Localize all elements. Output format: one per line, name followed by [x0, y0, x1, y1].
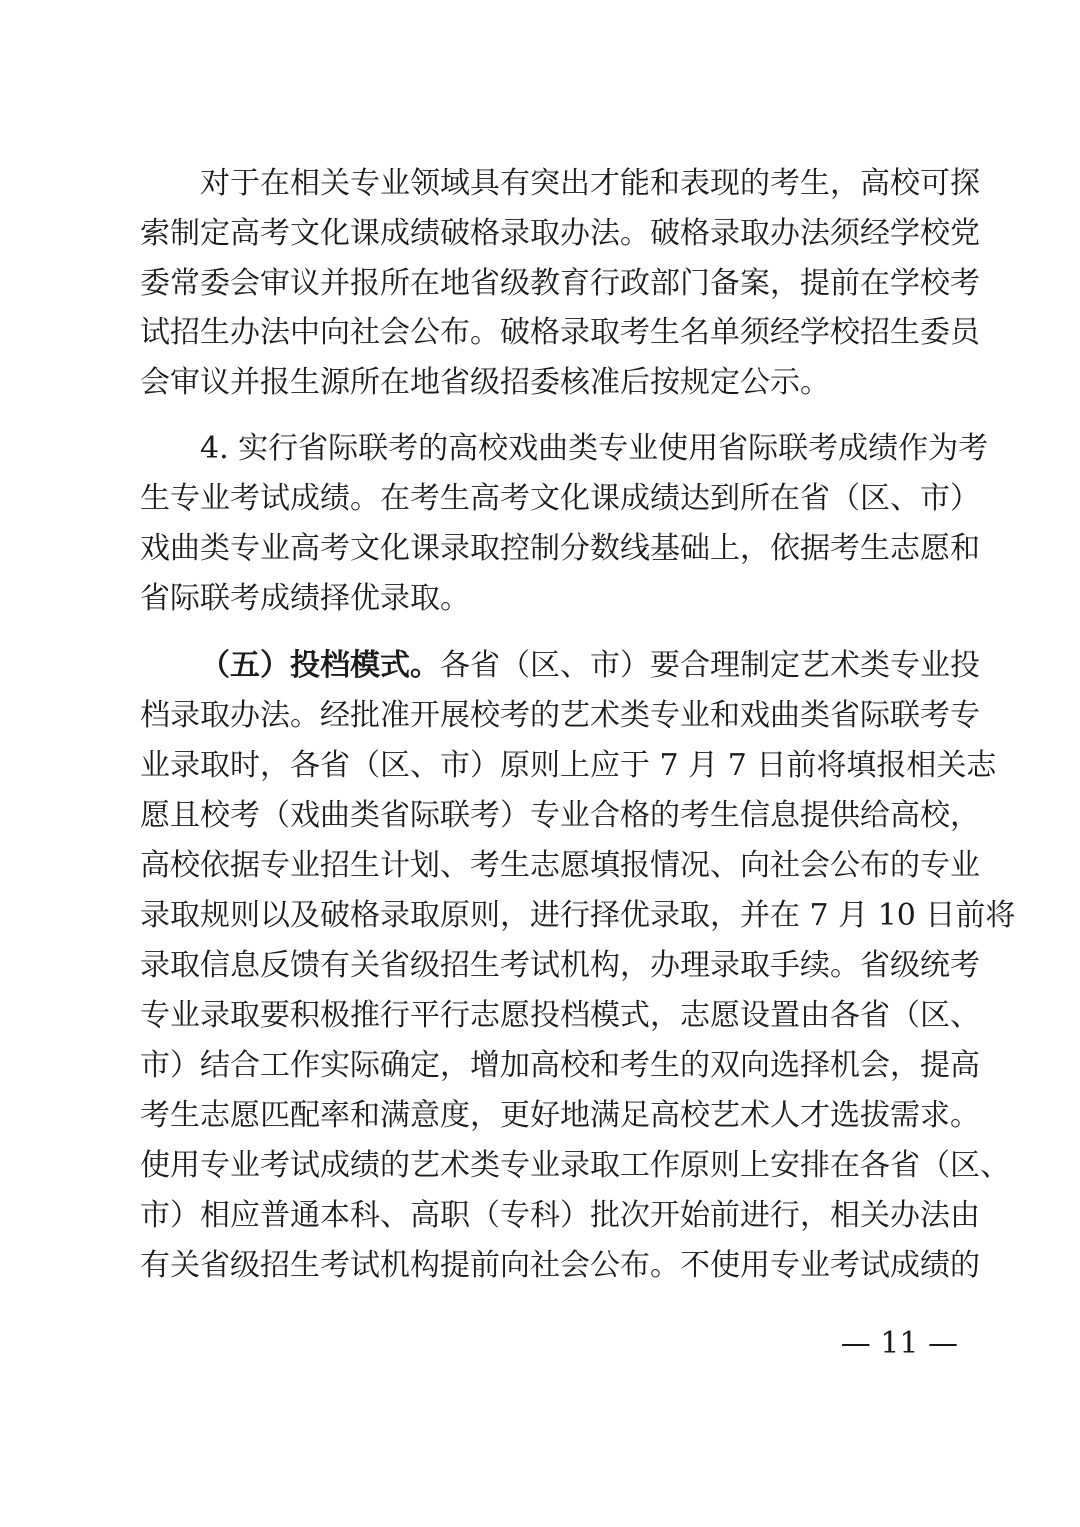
paragraph-3-line-10: 考生志愿匹配率和满意度，更好地满足高校艺术人才选拔需求。 — [140, 1098, 980, 1133]
paragraph-3-line-1 — [200, 640, 980, 692]
paragraph-2-line-2: 生专业考试成绩。在考生高考文化课成绩达到所在省（区、市） — [140, 481, 980, 516]
paragraph-2-line-4: 省际联考成绩择优录取。 — [140, 581, 470, 616]
paragraph-3-line-11: 使用专业考试成绩的艺术类专业录取工作原则上安排在各省（区、 — [140, 1148, 1010, 1183]
paragraph-3-line-1-text: 各省（区、市）要合理制定艺术类专业投 — [440, 648, 980, 683]
paragraph-3-line-6: 录取规则以及破格录取原则，进行择优录取，并在 7 月 10 日前将 — [140, 898, 1016, 933]
paragraph-2-line-3: 戏曲类专业高考文化课录取控制分数线基础上，依据考生志愿和 — [140, 531, 980, 566]
page-number: — 11 — — [840, 1326, 958, 1361]
paragraph-1-line-3: 委常委会审议并报所在地省级教育行政部门备案，提前在学校考 — [140, 266, 980, 301]
paragraph-1-line-2: 索制定高考文化课成绩破格录取办法。破格录取办法须经学校党 — [140, 216, 980, 251]
paragraph-3-line-13: 有关省级招生考试机构提前向社会公布。不使用专业考试成绩的 — [140, 1248, 980, 1283]
paragraph-3-line-5: 高校依据专业招生计划、考生志愿填报情况、向社会公布的专业 — [140, 848, 980, 883]
paragraph-1-line-5: 会审议并报生源所在地省级招委核准后按规定公示。 — [140, 365, 830, 400]
paragraph-1-line-4: 试招生办法中向社会公布。破格录取考生名单须经学校招生委员 — [140, 315, 980, 350]
paragraph-3-line-2: 档录取办法。经批准开展校考的艺术类专业和戏曲类省际联考专 — [140, 698, 980, 733]
paragraph-1-line-1: 对于在相关专业领域具有突出才能和表现的考生，高校可探 — [200, 166, 980, 201]
paragraph-3-line-3: 业录取时，各省（区、市）原则上应于 7 月 7 日前将填报相关志 — [140, 748, 997, 783]
paragraph-3-line-9: 市）结合工作实际确定，增加高校和考生的双向选择机会，提高 — [140, 1048, 980, 1083]
paragraph-3-line-12: 市）相应普通本科、高职（专科）批次开始前进行，相关办法由 — [140, 1198, 980, 1233]
section-heading: （五）投档模式。 — [200, 648, 440, 683]
paragraph-2-line-1: 4. 实行省际联考的高校戏曲类专业使用省际联考成绩作为考 — [200, 431, 989, 466]
paragraph-3-line-4: 愿且校考（戏曲类省际联考）专业合格的考生信息提供给高校， — [140, 798, 980, 833]
paragraph-3-line-8: 专业录取要积极推行平行志愿投档模式，志愿设置由各省（区、 — [140, 998, 980, 1033]
paragraph-3-line-7: 录取信息反馈有关省级招生考试机构，办理录取手续。省级统考 — [140, 948, 980, 983]
